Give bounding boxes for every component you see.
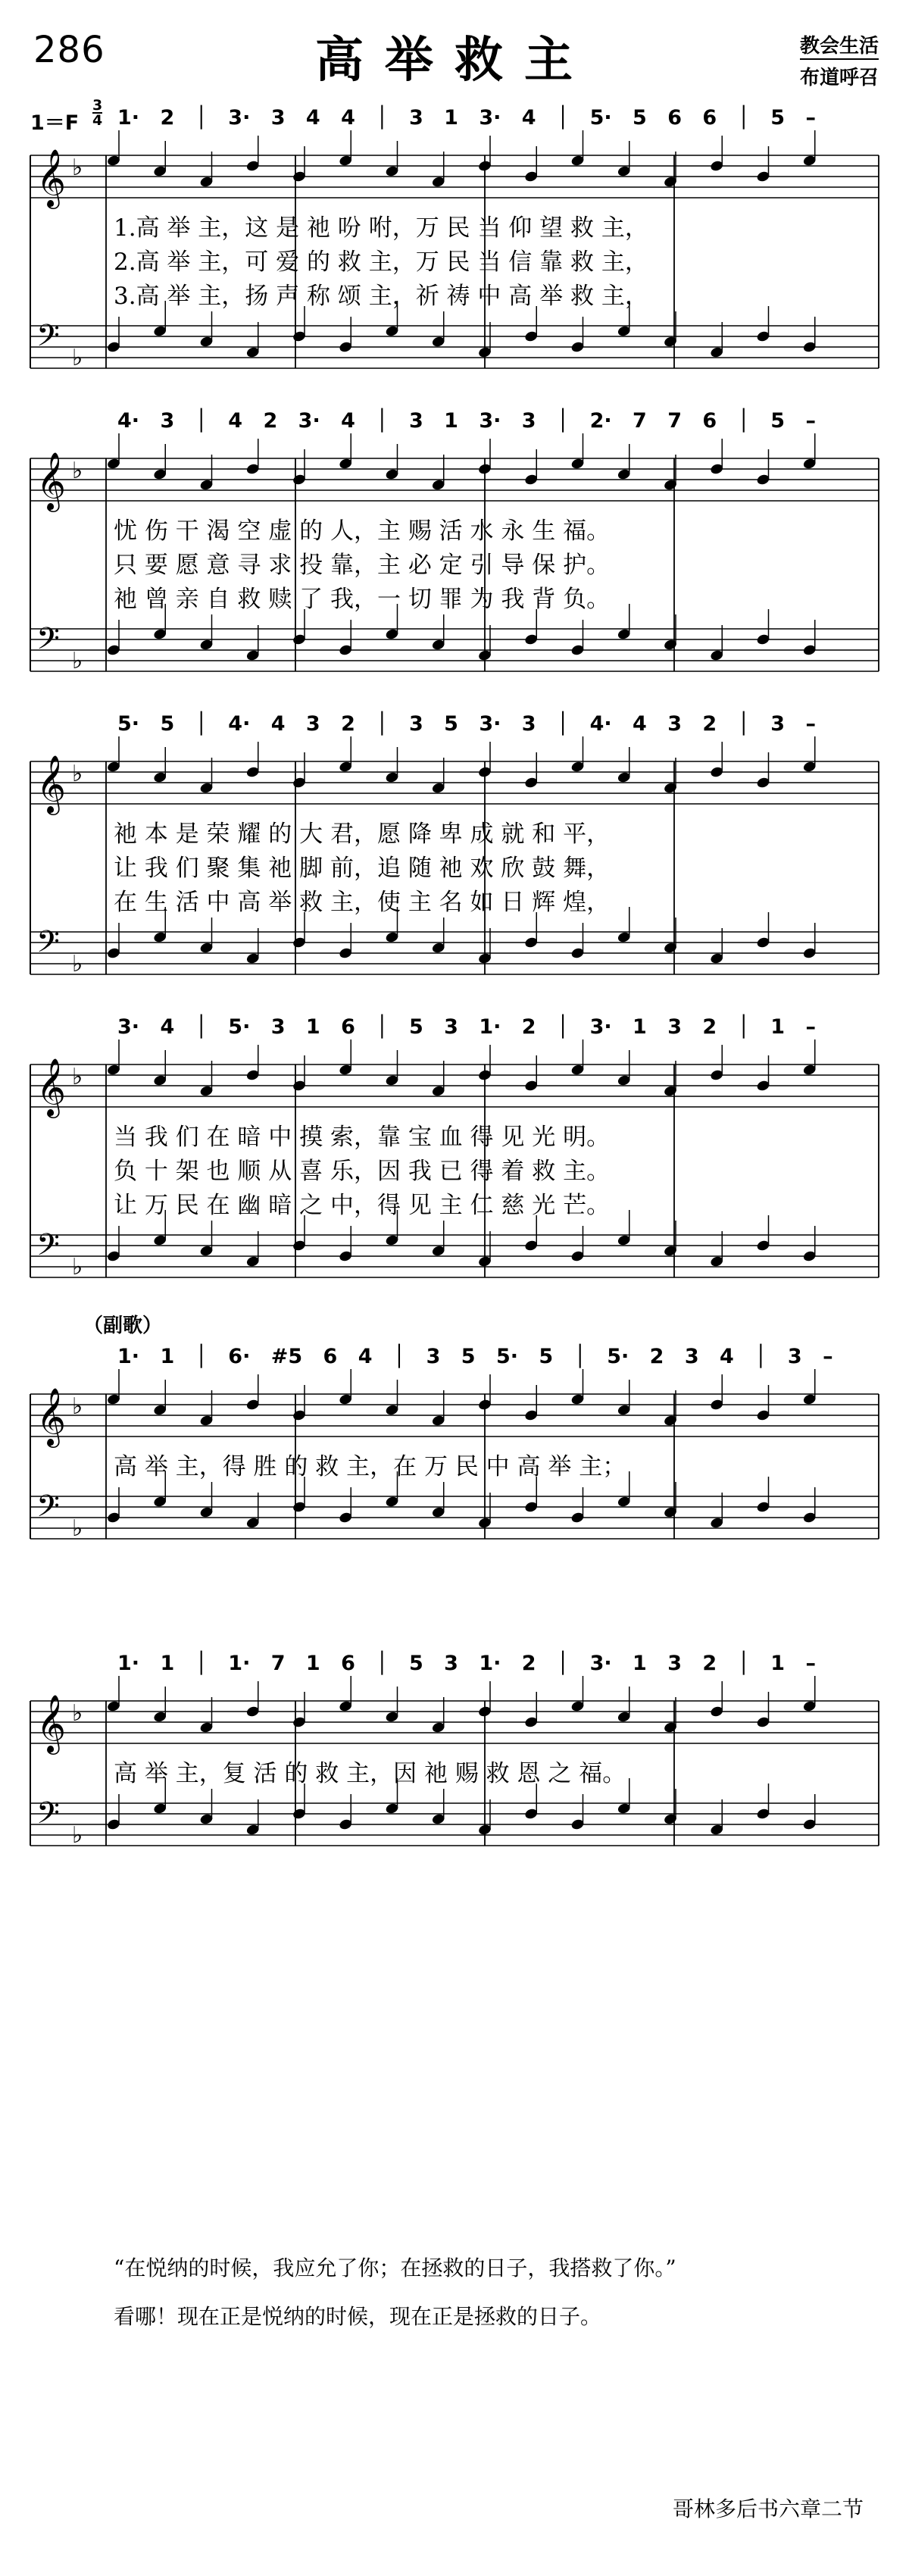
- lyric-line: 让 万 民 在 幽 暗 之 中，得 见 主 仁 慈 光 芒。: [114, 1192, 611, 1219]
- hymn-title: 高举救主: [315, 33, 594, 89]
- lyric-line: 祂 曾 亲 自 救 赎 了 我，一 切 罪 为 我 背 负。: [114, 586, 611, 613]
- jianpu-line: 1· 2 │ 3· 3 4 4 │ 3 1 3· 4 │ 5· 5 6 6 │ 5 –: [117, 106, 816, 130]
- jianpu-line: 1· 1 │ 6· #5 6 4 │ 3 5 5· 5 │ 5· 2 3 4 │ 3 –: [117, 1345, 833, 1368]
- treble-clef: 𝄞: [36, 452, 67, 510]
- bass-clef: 𝄢: [36, 1489, 60, 1531]
- treble-clef: 𝄞: [36, 1058, 67, 1116]
- lyric-line: 负 十 架 也 顺 从 喜 乐，因 我 已 得 着 救 主。: [114, 1158, 611, 1185]
- treble-clef: 𝄞: [36, 148, 67, 207]
- lyric-line: 当 我 们 在 暗 中 摸 索，靠 宝 血 得 见 光 明。: [114, 1124, 611, 1151]
- scripture-line-2: 看哪！现在正是悦纳的时候，现在正是拯救的日子。: [114, 2304, 602, 2329]
- flat-sign: ♭: [72, 1393, 83, 1420]
- jianpu-line: 5· 5 │ 4· 4 3 2 │ 3 5 3· 3 │ 4· 4 3 2 │ 3 –: [117, 712, 816, 736]
- flat-sign: ♭: [72, 1700, 83, 1727]
- bass-clef: 𝄢: [36, 924, 60, 967]
- bass-clef: 𝄢: [36, 1227, 60, 1270]
- flat-sign: ♭: [72, 951, 83, 977]
- scripture-reference: 哥林多后书六章二节: [672, 2496, 864, 2521]
- lyric-line: 2.高 举 主，可 爱 的 救 主，万 民 当 信 靠 救 主，: [114, 249, 648, 276]
- flat-sign: ♭: [72, 648, 83, 674]
- lyric-line: 忧 伤 干 渴 空 虚 的 人，主 赐 活 水 永 生 福。: [114, 517, 611, 545]
- key-signature: 1＝F: [30, 111, 80, 135]
- hymn-number: 286: [33, 29, 105, 71]
- hymn-category: 教会生活: [800, 30, 879, 60]
- treble-clef: 𝄞: [36, 1387, 67, 1446]
- lyric-line: 3.高 举 主，扬 声 称 颂 主，祈 祷 中 高 举 救 主，: [114, 283, 648, 310]
- treble-clef: 𝄞: [36, 1694, 67, 1752]
- lyric-line: 祂 本 是 荣 耀 的 大 君，愿 降 卑 成 就 和 平，: [114, 821, 611, 848]
- flat-sign: ♭: [72, 1822, 83, 1849]
- flat-sign: ♭: [72, 1254, 83, 1280]
- lyric-line: 1.高 举 主，这 是 祂 吩 咐，万 民 当 仰 望 救 主，: [114, 214, 648, 242]
- lyric-line: 在 生 活 中 高 举 救 主，使 主 名 如 日 辉 煌，: [114, 889, 611, 916]
- hymn-subcategory: 布道呼召: [799, 67, 879, 89]
- flat-sign: ♭: [72, 1064, 83, 1090]
- flat-sign: ♭: [72, 458, 83, 484]
- jianpu-line: 3· 4 │ 5· 3 1 6 │ 5 3 1· 2 │ 3· 1 3 2 │ 1 –: [117, 1015, 816, 1039]
- flat-sign: ♭: [72, 155, 83, 181]
- lyric-line: 让 我 们 聚 集 祂 脚 前，追 随 祂 欢 欣 鼓 舞，: [114, 855, 611, 882]
- jianpu-line: 4· 3 │ 4 2 3· 4 │ 3 1 3· 3 │ 2· 7 7 6 │ 5 –: [117, 409, 816, 433]
- lyric-line: 只 要 愿 意 寻 求 投 靠，主 必 定 引 导 保 护。: [114, 552, 611, 579]
- scripture-quote: “在悦纳的时候，我应允了你；在拯救的日子，我搭救了你。”: [114, 2256, 676, 2281]
- time-signature: 3 4: [92, 97, 103, 129]
- refrain-label: （副歌）: [83, 1315, 163, 1337]
- bass-clef: 𝄢: [36, 1796, 60, 1838]
- jianpu-line: 1· 1 │ 1· 7 1 6 │ 5 3 1· 2 │ 3· 1 3 2 │ 1 –: [117, 1652, 816, 1675]
- flat-sign: ♭: [72, 345, 83, 371]
- treble-clef: 𝄞: [36, 755, 67, 813]
- lyric-line: 高 举 主，得 胜 的 救 主，在 万 民 中 高 举 主；: [114, 1453, 626, 1480]
- flat-sign: ♭: [72, 1515, 83, 1542]
- lyric-line: 高 举 主，复 活 的 救 主，因 祂 赐 救 恩 之 福。: [114, 1760, 626, 1787]
- flat-sign: ♭: [72, 761, 83, 787]
- bass-clef: 𝄢: [36, 318, 60, 361]
- bass-clef: 𝄢: [36, 621, 60, 664]
